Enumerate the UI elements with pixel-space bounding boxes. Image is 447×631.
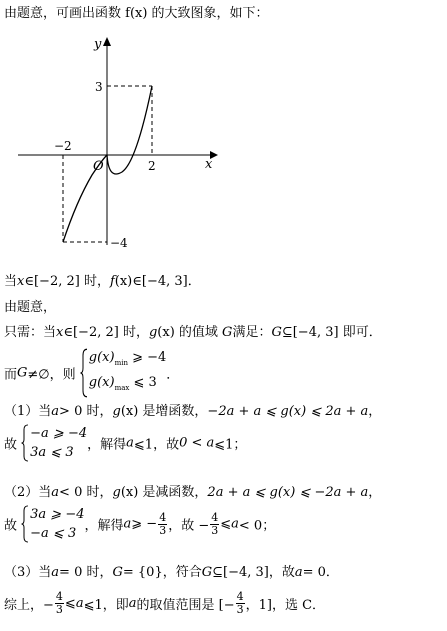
numerator: 4 [211,510,219,524]
math: g(x) [88,375,115,390]
text: ，解得 [87,437,127,453]
case1-system [21,424,87,462]
case2-statement [4,483,381,503]
conclusion [4,591,325,616]
set-G: G [112,565,123,580]
fraction [158,512,167,537]
text: （2）当 [4,485,52,500]
case1-statement [4,402,381,422]
func-g: g [112,404,121,419]
text: < 0； [238,518,276,534]
text: 的取值范围是 [− [136,598,235,613]
system-row: 3a ⩽ 3 [30,445,74,460]
system-row: −a ⩽ 3 [30,526,77,541]
y-axis-label: y [94,37,102,52]
text: ⩽1，即 [83,598,129,613]
inequality: 2a + a ⩽ g(x) ⩽ −2a + a [207,485,369,500]
text: (x) 是减函数， [120,485,208,500]
math: ⩽ 3 [133,375,157,390]
fraction [55,591,64,616]
var-a: a [51,565,60,580]
denominator: 3 [159,523,167,537]
var-a: a [51,404,60,419]
text: ∈[−2, 2] 时， [24,274,110,289]
text: ， [368,404,382,419]
text: ， [368,485,382,500]
text: > 0 时， [59,404,113,419]
text: ，解得 [84,518,124,534]
text: = 0． [302,565,339,580]
intro-text: 由题意，可画出函数 f(x) 的大致图象，如下： [4,6,269,21]
y-axis-arrow-icon [103,37,111,46]
denominator: 3 [55,603,63,616]
math: ⩾ −4 [132,350,167,365]
var-a: a [75,596,84,611]
case2-system-line [4,505,275,543]
var-x: x [56,325,64,340]
text: 故 [4,518,18,534]
minmax-system-line [4,348,179,398]
text: ⩽1，故 [133,437,180,453]
text: （3）当 [4,565,52,580]
inequality: −2a + a ⩽ g(x) ⩽ 2a + a [207,404,369,419]
text: = 0 时， [59,565,113,580]
var-a: a [123,516,132,532]
text: ，1]，选 C． [245,598,326,613]
text: 只需：当 [4,325,57,340]
math: g(x) [88,350,115,365]
func-g: g [148,325,158,340]
requirement-statement [4,323,382,343]
text: (x) 的值域 [157,325,218,340]
case2-system [21,505,84,543]
inequality: 0 < a [179,435,215,451]
origin-label: O [93,159,104,174]
numerator: 4 [55,590,63,603]
text: ≠∅，则 [27,367,76,383]
text: ，故 − [168,518,210,534]
function-graph [0,28,447,260]
text: ∈[−2, 2] 时， [63,325,149,340]
var-a: a [51,485,60,500]
system-row-max [89,373,167,398]
text: (x)∈[−4, 3]． [114,274,201,289]
fraction [210,512,219,537]
curve-right [107,86,152,174]
set-G: G [201,565,213,580]
func-f: f [109,274,115,289]
set-G: G [17,365,28,381]
x-axis-label: x [205,157,213,172]
case3-statement [4,563,339,583]
text: ． [166,367,180,383]
text: 故 [4,437,18,453]
text: ⊆[−4, 3] 即可． [281,325,382,340]
brace-icon [80,348,88,398]
brace-icon [21,424,29,462]
func-g: g [112,485,121,500]
system-row-min [89,348,167,373]
text: 而 [4,367,18,383]
text: 满足： [232,325,272,340]
tick-label-3: 3 [95,80,103,94]
text: ⊆[−4, 3]，故 [212,565,295,580]
var-a: a [231,516,239,532]
by-problem-text: 由题意， [4,300,57,315]
system-row: 3a ⩾ −4 [30,507,85,522]
var-a: a [128,596,137,611]
case1-system-line [4,424,246,462]
minmax-system [80,348,167,398]
subscript: min [114,359,128,367]
range-statement [4,272,201,292]
tick-label-neg4: −4 [110,236,128,250]
text: 综上，− [4,598,54,613]
system-row: −a ⩾ −4 [30,426,88,441]
text: ⩾ − [131,516,158,532]
set-G: G [271,325,282,340]
numerator: 4 [236,590,244,603]
brace-icon [21,505,29,543]
numerator: 4 [159,510,167,524]
text: ⩽1； [214,437,247,453]
text: = {0}，符合 [122,565,202,580]
fraction [236,591,245,616]
set-G: G [222,325,233,340]
tick-label-2: 2 [148,159,156,173]
tick-label-neg2: −2 [54,139,72,153]
var-x: x [17,274,25,289]
denominator: 3 [236,603,244,616]
text: ⩽ [64,596,76,611]
text: (x) 是增函数， [120,404,208,419]
denominator: 3 [211,523,219,537]
var-a: a [126,435,134,451]
text: （1）当 [4,404,52,419]
text: < 0 时， [59,485,113,500]
subscript: max [114,384,130,392]
text: ⩽ [220,516,232,532]
text: 当 [4,274,18,289]
var-a: a [294,565,303,580]
